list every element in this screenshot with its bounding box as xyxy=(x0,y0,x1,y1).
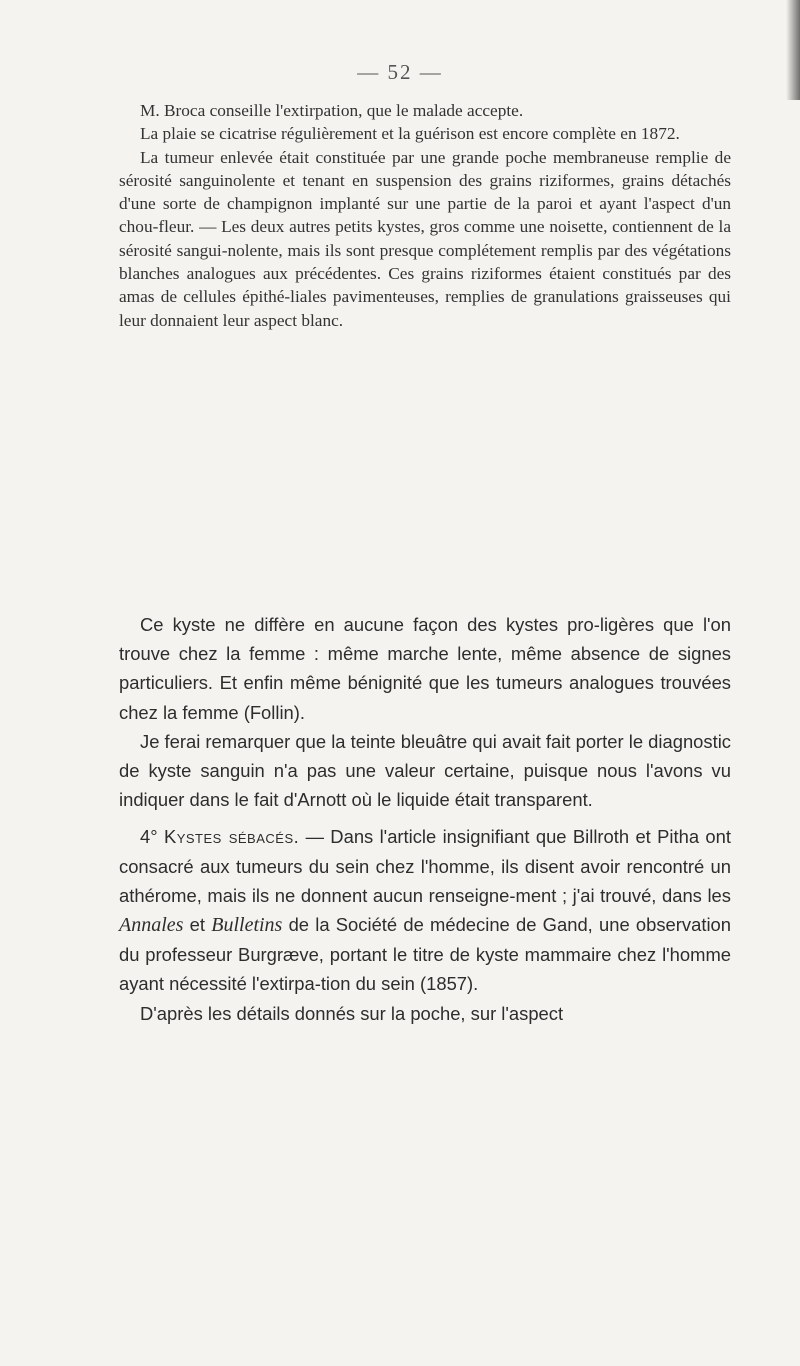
page-number: — 52 — xyxy=(357,60,443,84)
italic-bulletins: Bulletins xyxy=(211,914,283,937)
section-heading: Kystes sébacés. xyxy=(163,826,300,848)
paragraph-tumeur: La tumeur enlevée était constituée par une grande poche membraneuse remplie de sérosité sanguinolente et tenant en suspension des grains riziformes, grains détachés d'une sorte de champignon implanté sur une partie de la paroi et ayant l'aspect d'un chou-fleur. — Les deux autres petits kystes, gros comme une noisette, contiennent de la sérosité sangui-nolente, mais ils sont presque complétement remplis par des végétations blanches analogues aux précédentes. Ces grains riziformes étaient constitués par des amas de cellules épithé-liales pavimenteuses, remplies de granulations graisseuses qui leur donnaient leur aspect blanc. xyxy=(119,147,731,330)
paragraph-kystes-sebaces xyxy=(119,822,731,998)
paragraph-teinte: Je ferai remarquer que la teinte bleuâtre qui avait fait porter le diagnostic de kyste sanguin n'a pas une valeur certaine, puisque nous l'avons vu indiquer dans le fait d'Arnott où le liquide était transparent. xyxy=(119,730,731,811)
paragraph-apres: D'après les détails donnés sur la poche, sur l'aspect xyxy=(140,1002,564,1024)
paragraph-plaie: La plaie se cicatrise régulièrement et la guérison est encore complète en 1872. xyxy=(140,124,680,144)
text-section-top xyxy=(119,99,731,332)
section-number: 4° xyxy=(140,826,158,848)
paragraph-kyste: Ce kyste ne diffère en aucune façon des kystes pro-ligères que l'on trouve chez la femme : même marche lente, même absence de signes particuliers. Et enfin même bénignité que les tumeurs analogues trouvées chez la femme (Follin). xyxy=(119,614,731,723)
paragraph-text-a: — Dans l'article insignifiant que Billroth et Pitha ont consacré aux tumeurs du sein chez l'homme, ils disent avoir rencontré un athérome, mais ils ne donnent aucun renseigne-ment ; j'ai trouvé, dans les xyxy=(119,826,731,906)
paragraph-text-b: et xyxy=(183,914,212,936)
text-section-bottom xyxy=(119,610,731,1028)
page-edge-shadow xyxy=(786,0,800,100)
paragraph-text-c: de la Société de médecine de Gand, une observation du professeur Burgræve, portant le titre de kyste mammaire chez l'homme ayant nécessité l'extirpa-tion du sein (1857). xyxy=(119,914,731,995)
paragraph-broca: M. Broca conseille l'extirpation, que le malade accepte. xyxy=(140,101,524,120)
italic-annales: Annales xyxy=(119,914,184,937)
